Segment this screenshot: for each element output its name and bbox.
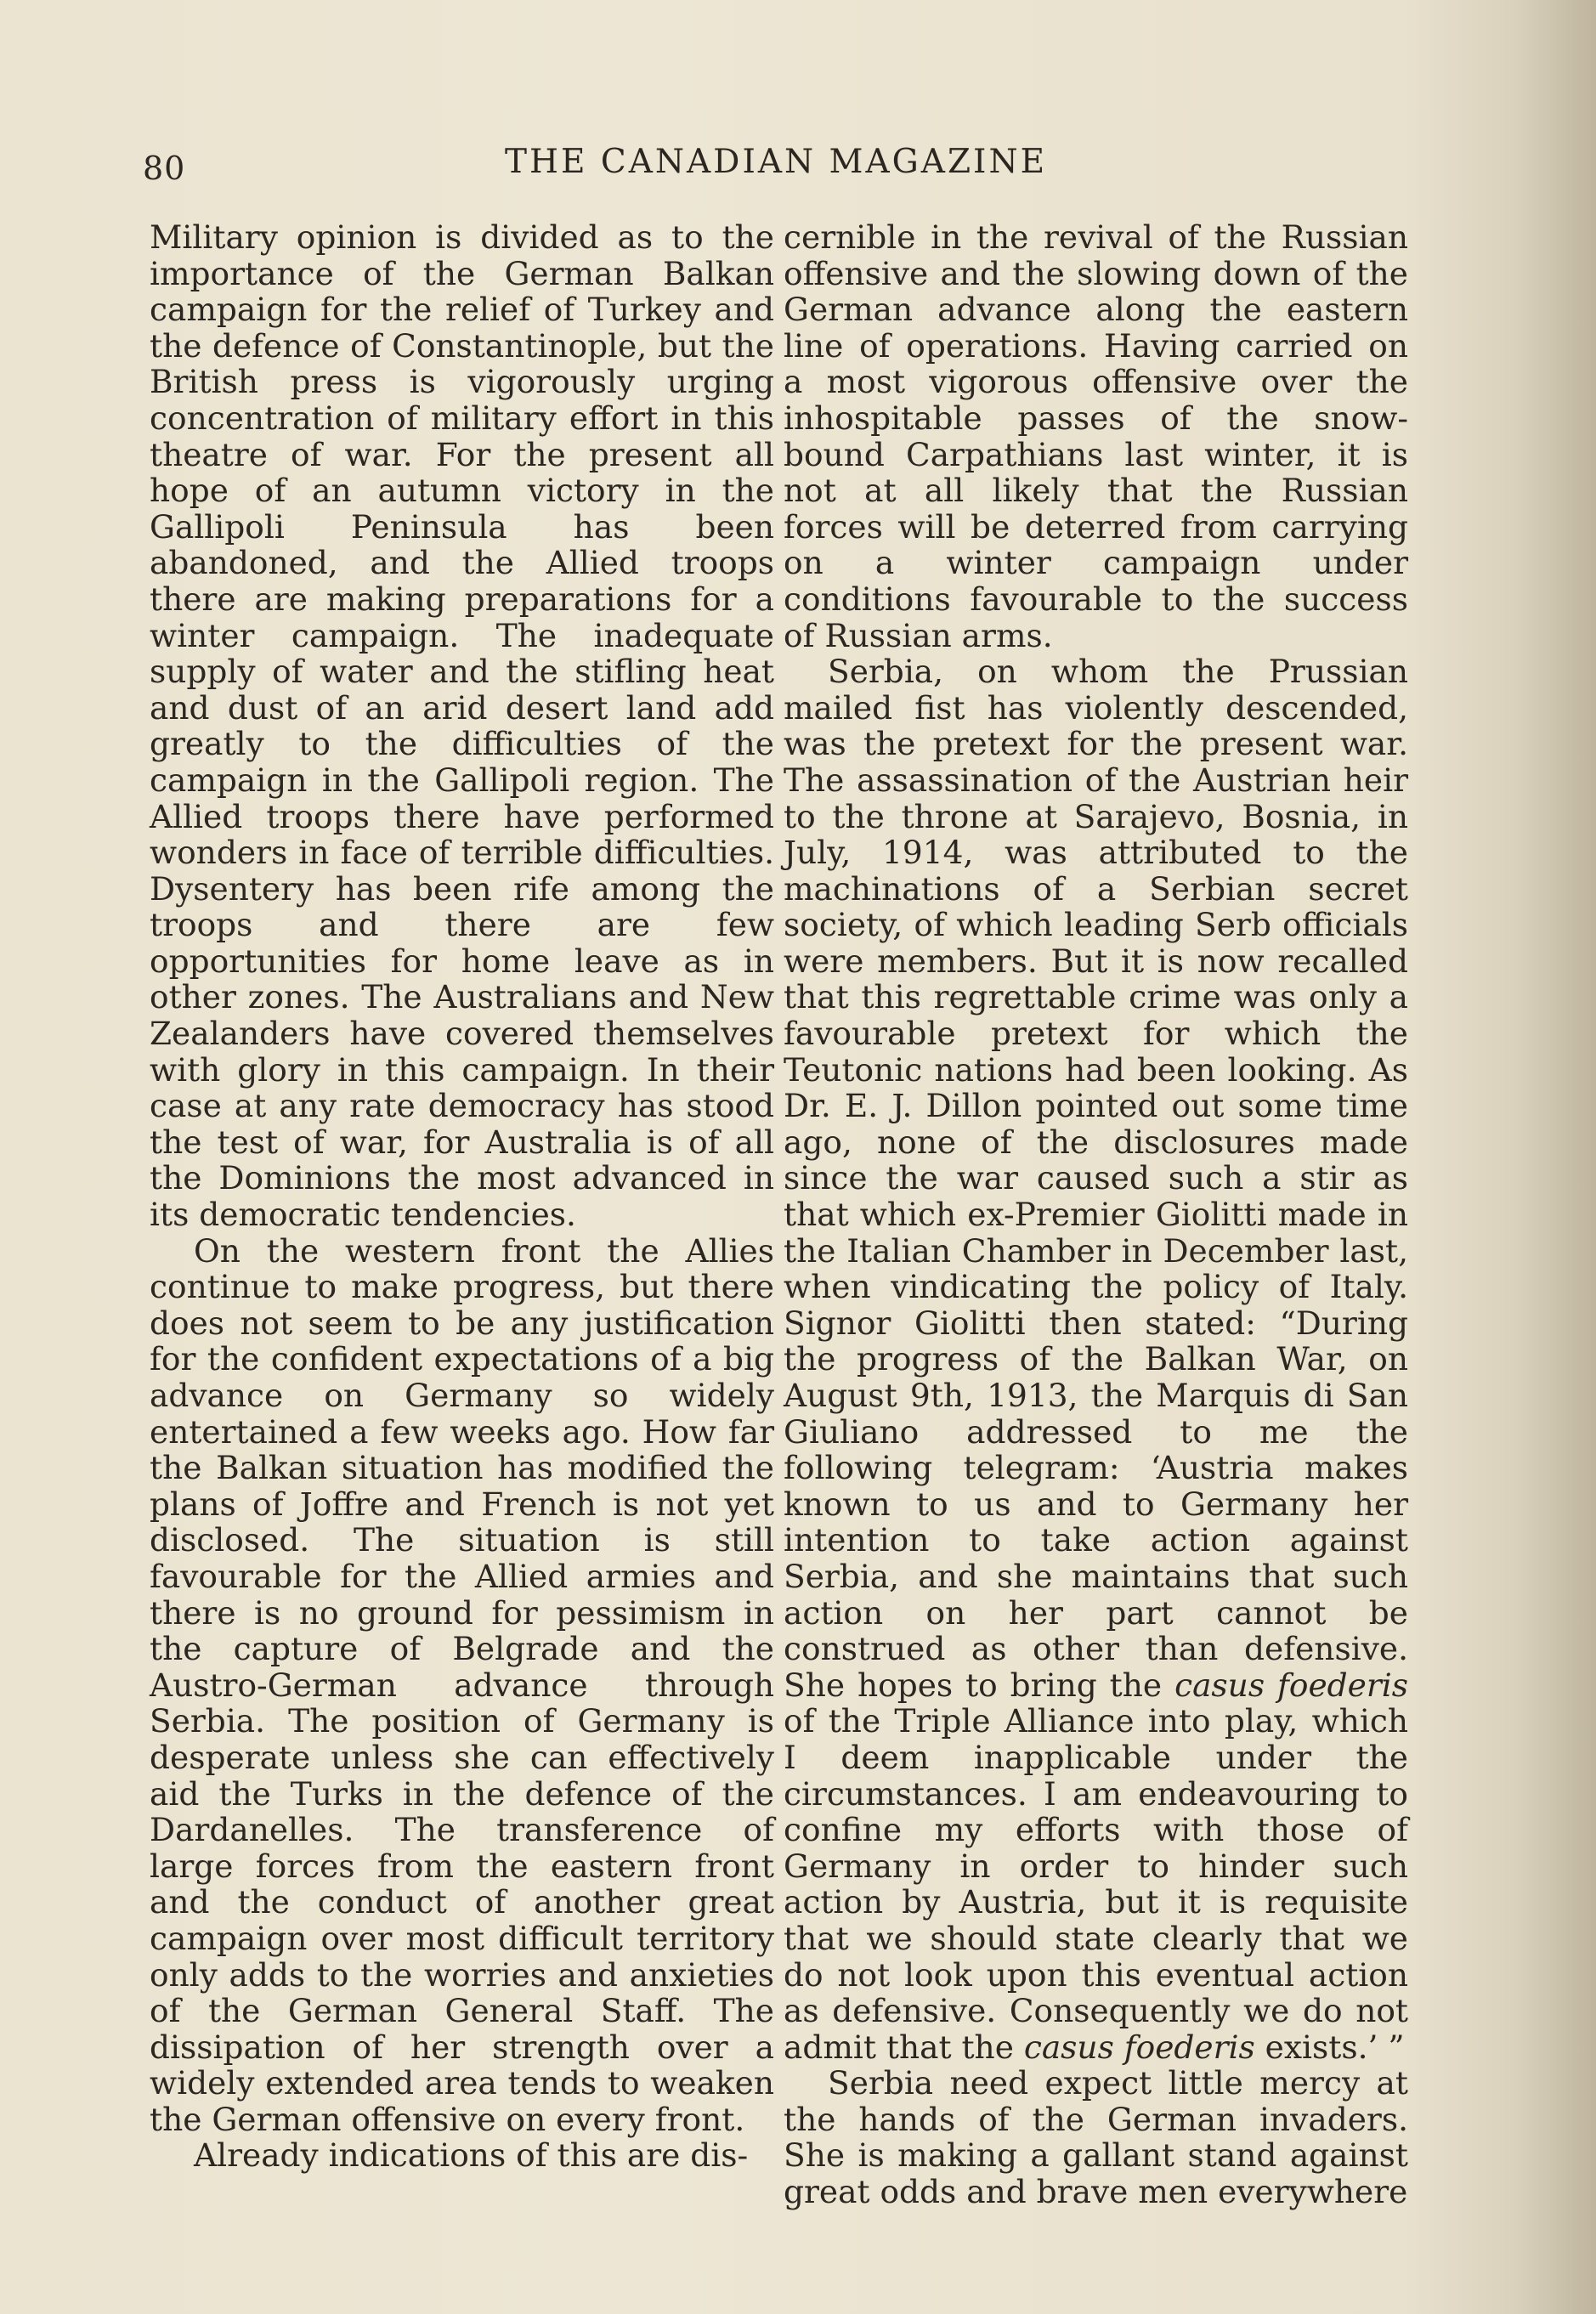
paragraph-serbia-pretext [784, 653, 1408, 2065]
paragraph-russian-offensive: cernible in the revival of the Russian offensive and the slowing down of the German advance along the eastern line of operations. Having carried on a most vigorous offensive over the inhospitable passes of the snow-bound Carpathians last winter, it is not at all likely that the Russian forces will be deterred from carrying on a winter campaign under conditions favourable to the success of Russian arms. [784, 218, 1408, 654]
page-number: 80 [143, 150, 186, 187]
casus-foederis-italic-1: casus foederis [1174, 1666, 1409, 1704]
serbia-pretext-text-2: of the Triple Alliance into play, which I deem inapplicable under the circumstances. I am endeavouring to confine my efforts with those of Germany in order to hinder such action by Austria, but it is requisite that we should state clearly that we do not look upon this eventual action as defensive. Consequently we do not admit that the [784, 1702, 1408, 2066]
serbia-pretext-text-1: Serbia, on whom the Prussian mailed fist has violently descended, was the pretext for the present war. The assassination of the Austrian heir to the throne at Sarajevo, Bosnia, in July, 1914, was attributed to the machinations of a Serbian secret society, of which leading Serb officials were members. But it is now recalled that this regrettable crime was only a favourable pretext for which the Teutonic nations had been looking. As Dr. E. J. Dillon pointed out some time ago, none of the disclosures made since the war caused such a stir as that which ex-Premier Giolitti made in the Italian Chamber in December last, when vindicating the policy of Italy. Signor Giolitti then stated: “During the progress of the Balkan War, on August 9th, 1913, the Marquis di San Giuliano addressed to me the following telegram: ‘Austria makes known to us and to Germany her intention to take action against Serbia, and she maintains that such action on her part cannot be construed as other than defensive. She hopes to bring the [784, 653, 1408, 1704]
left-column [150, 219, 774, 2174]
serbia-pretext-text-3: exists.’ ” [1265, 2028, 1405, 2066]
paragraph-western-front: On the western front the Allies continue to make progress, but there does not seem to be any justification for the confident expectations of a big advance on Germany so widely entertained a few weeks ago. How far the Balkan situation has modified the plans of Joffre and French is not yet disclosed. The situation is still favourable for the Allied armies and there is no ground for pessimism in the capture of Belgrade and the Austro-German advance through Serbia. The position of Germany is desperate unless she can effectively aid the Turks in the defence of the Dardanelles. The transference of large forces from the eastern front and the conduct of another great campaign over most difficult territory only adds to the worries and anxieties of the German General Staff. The dissipation of her strength over a widely extended area tends to weaken the German offensive on every front. [150, 1231, 774, 2138]
page-header [143, 143, 1401, 194]
right-column [784, 219, 1408, 2210]
paragraph-already-indications: Already indications of this are dis- [194, 2136, 749, 2175]
paragraph-serbia-mercy: Serbia need expect little mercy at the hands of the German invaders. She is making a gallant stand against great odds and brave men everywhere [784, 2064, 1408, 2211]
casus-foederis-italic-2: casus foederis [1023, 2028, 1255, 2066]
running-head-title: THE CANADIAN MAGAZINE [505, 143, 1048, 181]
paragraph-military-opinion: Military opinion is divided as to the importance of the German Balkan campaign for the relief of Turkey and the defence of Constantinople, but the British press is vigorously urging concentration of military effort in this theatre of war. For the present all hope of an autumn victory in the Gallipoli Peninsula has been abandoned, and the Allied troops there are making preparations for a winter campaign. The inadequate supply of water and the stifling heat and dust of an arid desert land add greatly to the difficulties of the campaign in the Gallipoli region. The Allied troops there have performed wonders in face of terrible difficulties. Dysentery has been rife among the troops and there are few opportunities for home leave as in other zones. The Australians and New Zealanders have covered themselves with glory in this campaign. In their case at any rate democracy has stood the test of war, for Australia is of all the Dominions the most advanced in its democratic tendencies. [150, 218, 774, 1234]
